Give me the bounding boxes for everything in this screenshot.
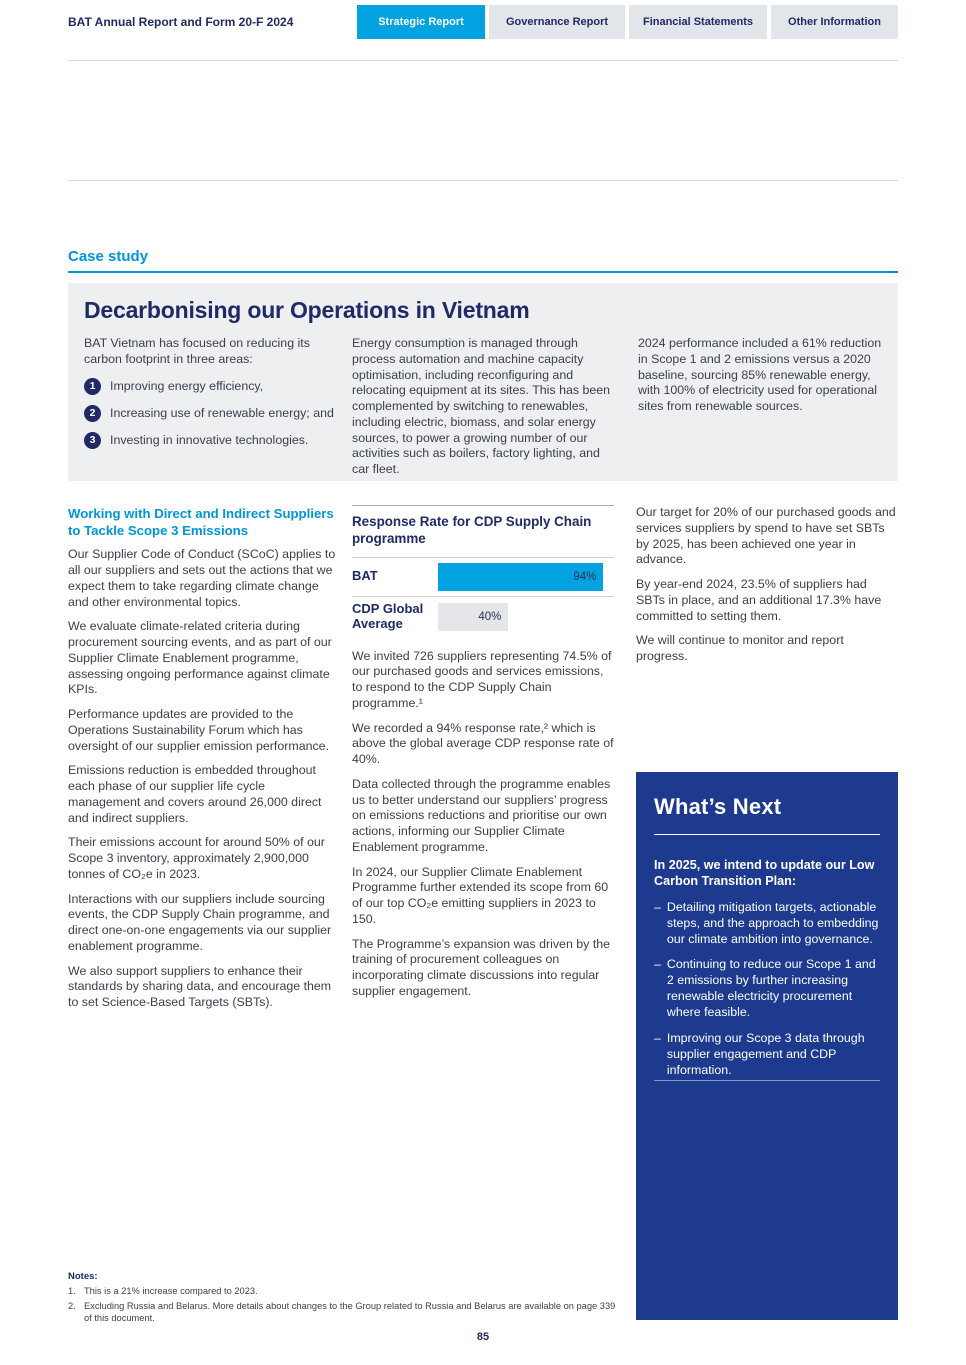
numbered-item	[84, 432, 334, 449]
chart-row-cdp-average	[352, 596, 614, 637]
tab-governance-report[interactable]: Governance Report	[489, 5, 625, 39]
number-badge-2: 2	[84, 405, 101, 422]
dash-bullet: –	[654, 1030, 661, 1045]
case-study-label: Case study	[68, 248, 149, 265]
numbered-item-text: Investing in innovative technologies.	[110, 433, 309, 447]
footnote-text: Excluding Russia and Belarus. More details about changes to the Group related to Russia and Belarus are available on page 339 of this document.	[84, 1300, 616, 1324]
dash-bullet: –	[654, 957, 661, 972]
bar-value: 40%	[478, 610, 502, 623]
numbered-item	[84, 405, 334, 422]
paragraph: Emissions reduction is embedded throughout each phase of our supplier life cycle management and covers around 26,000 direct and indirect suppliers.	[68, 763, 322, 825]
whats-next-bullet	[654, 899, 880, 947]
middle-column	[352, 505, 614, 1009]
number-badge-1: 1	[84, 378, 101, 395]
section-tabs	[357, 5, 898, 39]
whats-next-intro: In 2025, we intend to update our Low Carbon Transition Plan:	[654, 858, 875, 889]
paragraph: Our Supplier Code of Conduct (SCoC) applies to all our suppliers and sets out the actions that we expect them to take regarding climate change and other environmental topics.	[68, 547, 336, 609]
case-study-intro: BAT Vietnam has focused on reducing its carbon footprint in three areas:	[84, 336, 310, 366]
footnote-number: 2.	[68, 1300, 76, 1311]
divider-top	[68, 60, 898, 61]
number-badge-3: 3	[84, 432, 101, 449]
right-column	[636, 505, 898, 674]
footnotes	[68, 1271, 624, 1325]
paragraph: We also support suppliers to enhance their standards by sharing data, and encourage them to set Science-Based Targets (SBTs).	[68, 963, 332, 1010]
numbered-item-text: Increasing use of renewable energy; and	[110, 406, 334, 420]
numbered-item	[84, 378, 334, 395]
tab-strategic-report[interactable]: Strategic Report	[357, 5, 485, 39]
case-study-paragraph: Energy consumption is managed through process automation and machine capacity optimisation, including reconfiguring and relocating equipment at its sites. This has been complemented by switching to renewables, including electric, biomass, and solar energy sources, to power a growing number of our activities such as boilers, factory lighting, and car fleet.	[352, 336, 611, 476]
chart-label-bat: BAT	[352, 568, 378, 584]
document-title: BAT Annual Report and Form 20-F 2024	[68, 15, 294, 29]
whats-next-title: What’s Next	[654, 794, 782, 819]
footnotes-label: Notes:	[68, 1271, 98, 1282]
header	[68, 5, 898, 39]
paragraph: We evaluate climate-related criteria during procurement sourcing events, and as part of our Supplier Climate Enablement programme, assessing ongoing performance against climate KPIs.	[68, 619, 332, 697]
paragraph: Data collected through the programme enables us to better understand our suppliers’ progress on emissions reductions and prioritise our own actions, informing our Supplier Climate Enablement programme.	[352, 776, 611, 854]
paragraph: By year-end 2024, 23.5% of suppliers had SBTs in place, and an additional 17.3% have committed to setting them.	[636, 577, 882, 623]
chart-track	[438, 563, 614, 591]
bullet-text: Detailing mitigation targets, actionable steps, and the approach to embedding our climate ambition into governance.	[666, 899, 879, 946]
footnote-number: 1.	[68, 1286, 76, 1296]
bat-bar	[438, 563, 603, 591]
whats-next-rule	[654, 834, 880, 835]
divider-upper	[68, 180, 898, 181]
chart-title: Response Rate for CDP Supply Chain programme	[352, 505, 614, 557]
footnote-text: This is a 21% increase compared to 2023.	[84, 1286, 258, 1296]
case-study-rule	[68, 271, 898, 273]
tab-other-information[interactable]: Other Information	[771, 5, 898, 39]
case-study-panel	[68, 283, 898, 481]
case-study-columns	[84, 336, 882, 478]
case-study-title: Decarbonising our Operations in Vietnam	[84, 297, 530, 323]
paragraph: We will continue to monitor and report progress.	[636, 633, 844, 663]
bullet-text: Continuing to reduce our Scope 1 and 2 emissions by further increasing renewable electricity procurement where feasible.	[666, 957, 876, 1020]
case-study-col-3	[638, 336, 882, 478]
chart-label-cdp-average: CDP Global Average	[352, 600, 424, 631]
cdp-response-chart	[352, 505, 614, 637]
whats-next-faint-rule	[654, 1080, 880, 1081]
case-study-col-1	[84, 336, 334, 478]
tab-financial-statements[interactable]: Financial Statements	[629, 5, 767, 39]
dash-bullet: –	[654, 899, 661, 914]
cdp-average-bar	[438, 603, 508, 631]
bar-value: 94%	[573, 570, 597, 583]
paragraph: Performance updates are provided to the Operations Sustainability Forum which has oversight of our supplier emission performance.	[68, 707, 330, 753]
page-number: 85	[476, 1331, 490, 1343]
chart-row-bat	[352, 557, 614, 596]
footnote	[68, 1300, 624, 1325]
left-column	[68, 505, 336, 1020]
paragraph: The Programme’s expansion was driven by the training of procurement colleagues on incorporating climate discussions into regular supplier engagement.	[352, 936, 611, 998]
case-study-col-2	[352, 336, 620, 478]
bullet-text: Improving our Scope 3 data through supplier engagement and CDP information.	[666, 1030, 865, 1077]
paragraph: In 2024, our Supplier Climate Enablement Programme further extended its scope from 60 of our top CO₂e emitting suppliers in 2023 to 150.	[352, 864, 609, 926]
paragraph: We invited 726 suppliers representing 74.5% of our purchased goods and services emissions, to respond to the CDP Supply Chain programme.¹	[352, 648, 612, 710]
footnote	[68, 1285, 624, 1298]
paragraph: Our target for 20% of our purchased goods and services suppliers by spend to have set SBTs by 2025, has been achieved one year in advance.	[636, 505, 896, 567]
paragraph: Interactions with our suppliers include sourcing events, the CDP Supply Chain programme, and direct one-on-one engagements via our supplier enablement programme.	[68, 891, 332, 953]
whats-next-bullet	[654, 1030, 880, 1078]
case-study-paragraph: 2024 performance included a 61% reduction in Scope 1 and 2 emissions versus a 2020 baseline, sourcing 85% renewable energy, with 100% of electricity used for operational sites from renewable sources.	[638, 336, 882, 413]
numbered-item-text: Improving energy efficiency,	[110, 379, 264, 393]
whats-next-bullet	[654, 956, 880, 1021]
section-heading: Working with Direct and Indirect Suppliers to Tackle Scope 3 Emissions	[68, 506, 334, 539]
paragraph: We recorded a 94% response rate,² which is above the global average CDP response rate of 40%.	[352, 720, 614, 767]
whats-next-panel	[636, 772, 898, 1320]
paragraph: Their emissions account for around 50% of our Scope 3 inventory, approximately 2,900,000 tonnes of CO₂e in 2023.	[68, 835, 325, 881]
chart-track	[438, 603, 614, 631]
